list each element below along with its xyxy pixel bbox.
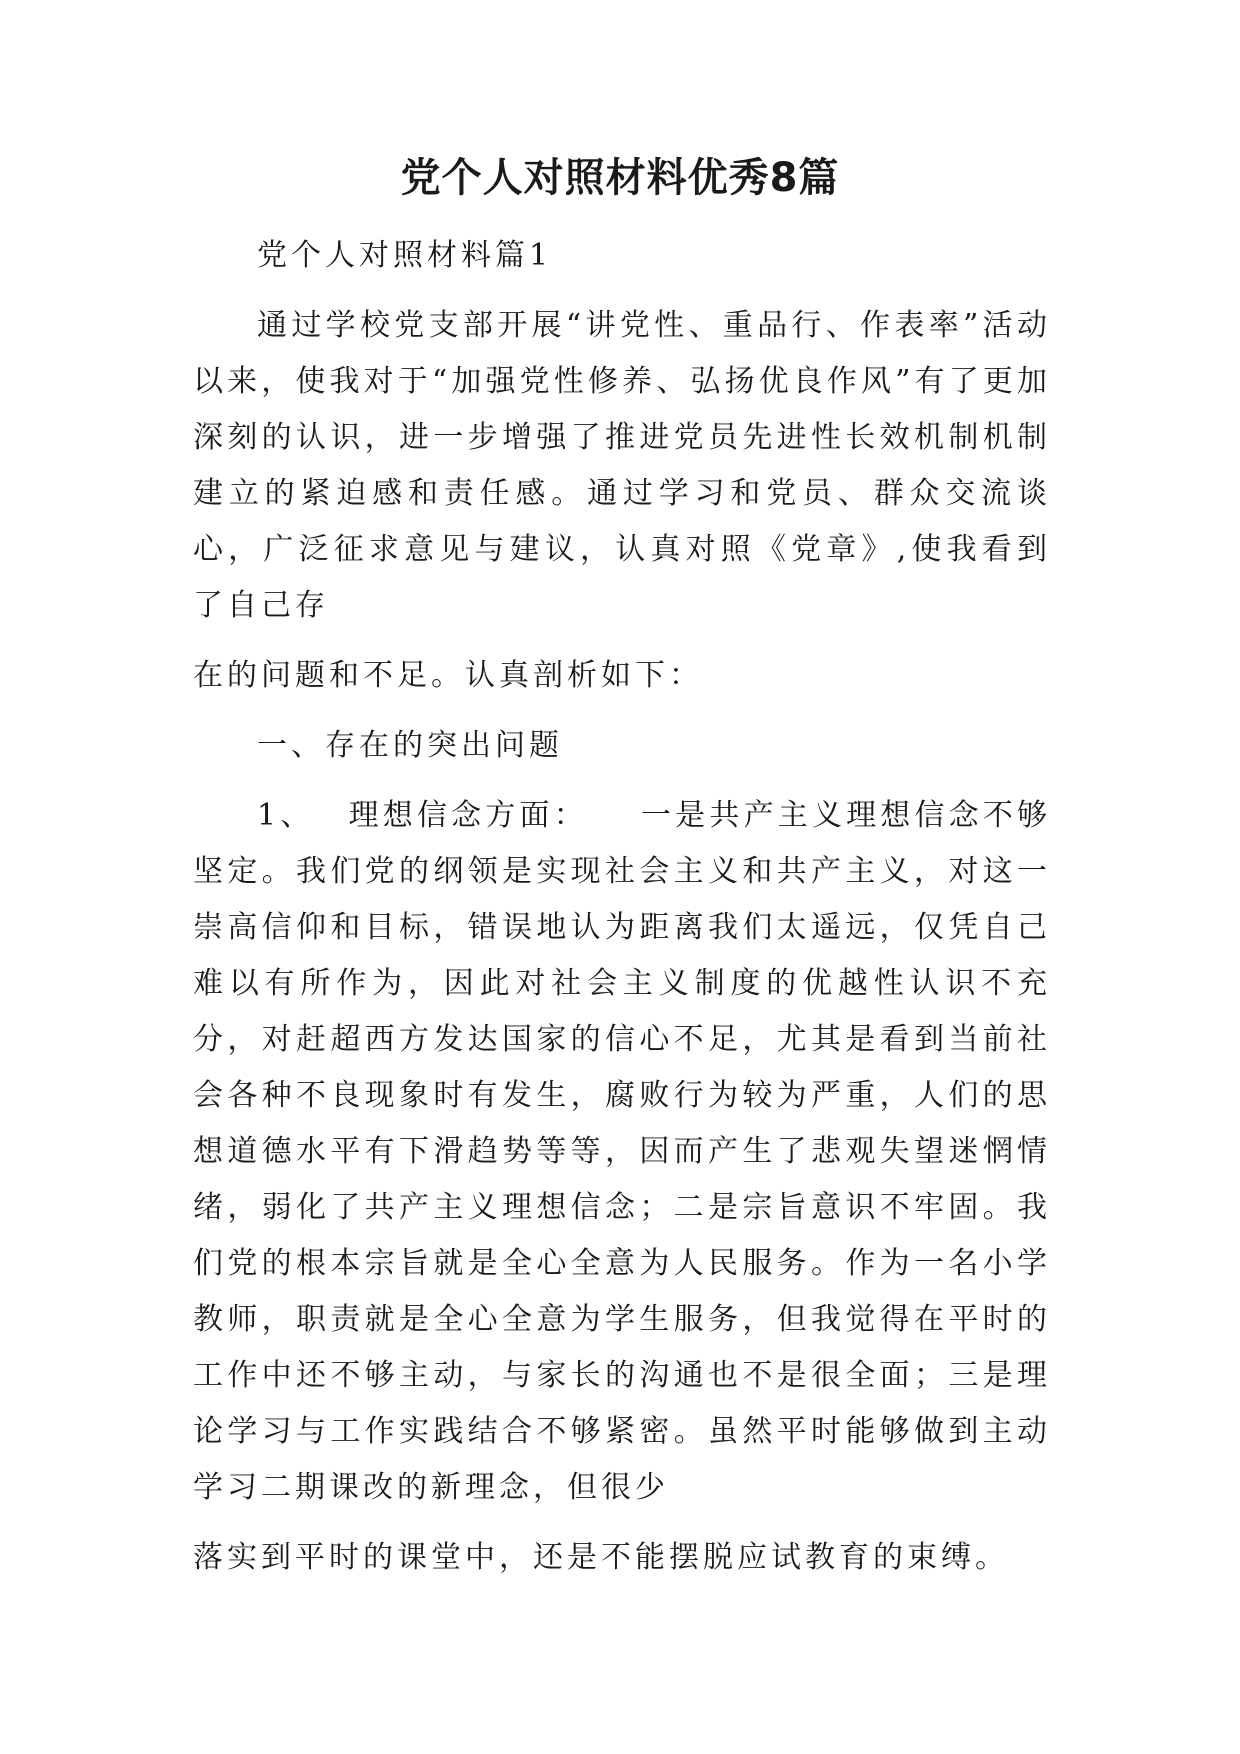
paragraph-item-1 [193,788,1051,1586]
paragraph-1-tail: 在的问题和不足。认真剖析如下： [193,658,703,693]
item-1-topic: 理想信念方面： [348,798,588,833]
item-1-number: 1、 [257,798,315,833]
paragraph-1-text: 通过学校党支部开展“讲党性、重品行、作表率”活动以来，使我对于“加强党性修养、弘扬优良作风”有了更加深刻的认识，进一步增强了推进党员先进性长效机制机制建立的紧迫感和责任感。通过学习和党员、群众交流谈心，广泛征求意见与建议，认真对照《党章》,使我看到了自己存 [193,308,1051,623]
item-1-tail: 落实到平时的课堂中，还是不能摆脱应试教育的束缚。 [193,1540,1009,1575]
item-1-text: 一是共产主义理想信念不够坚定。我们党的纲领是实现社会主义和共产主义，对这一崇高信仰和目标，错误地认为距离我们太遥远，仅凭自己难以有所作为，因此对社会主义制度的优越性认识不充分，对赶超西方发达国家的信心不足，尤其是看到当前社会各种不良现象时有发生，腐败行为较为严重，人们的思想道德水平有下滑趋势等等，因而产生了悲观失望迷惘情绪，弱化了共产主义理想信念；二是宗旨意识不牢固。我们党的根本宗旨就是全心全意为人民服务。作为一名小学教师，职责就是全心全意为学生服务，但我觉得在平时的工作中还不够主动，与家长的沟通也不是很全面；三是理论学习与工作实践结合不够紧密。虽然平时能够做到主动学习二期课改的新理念，但很少 [193,798,1052,1505]
paragraph-1 [193,298,1051,704]
subheading-problems: 一、存在的突出问题 [257,728,563,763]
document-body [193,228,1051,1586]
document-title: 党个人对照材料优秀8篇 [400,155,840,201]
section-heading: 党个人对照材料篇1 [257,238,553,273]
